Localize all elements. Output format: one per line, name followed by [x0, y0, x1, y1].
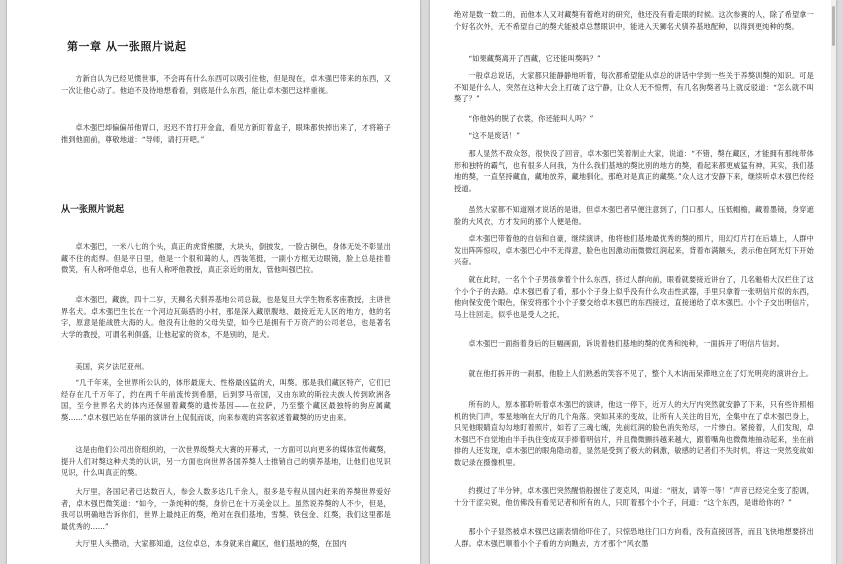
body-paragraph: 所有的人，原本都聆听着卓木强巴的演讲，他这一停下，近万人的大厅内突然就安静了下来，只有些许照相机的快门声，零星地响在大厅的几个角落。突如其来的变故，让所有人关注的目光，全集中在了卓木强巴身上，只见他眼睛直勾勾地盯着照片，如若了三魂七魄，先前红润的脸色消失殆尽，一片惨白。紧接着，人们发现，卓木强巴不自觉地由半手执住变成双手捧着明信片，并且微微颤抖越来越大，跟着嘴角也微微地抽动起来，坐在前排的人还发现，卓木强巴的眼角隐动着，显然是受到了极大的刺激，敏感的记者们不失时机，将这一突然变故如数记录在摄像机里。	[454, 400, 814, 467]
scrollbar-thumb[interactable]	[832, 6, 835, 46]
body-paragraph: 就在他打拆开的一刹那，他脸上人们熟悉的笑容不见了，整个人木讷而呆滞地立在了灯光明亮的演讲台上。	[468, 369, 814, 378]
body-paragraph: 绝对是数一数二的，而他本人又对藏獒有着绝对的研究，他还没有看走眼的时候。这次参赛的人，除了希望拿一个好名次外，无不希望自己的獒犬能被卓总慧眼识中，能进入天狮名犬驯养基地配种，以得到更纯种的獒。	[454, 10, 814, 31]
body-paragraph: 卓木强巴，藏族，四十二岁，天狮名犬驯养基地公司总裁，也是复旦大学生物系客座教授，主讲世界名犬。卓木强巴生长在一个河边瓦砾搭的小村，那是深入藏原腹地、最接近无人区的地方，他的名字，原意是能战胜大海的人。他没有让他的父母失望，如今已是拥有千万资产的公司老总，也是著名大学的教授，可谓名利俱盛，让他起家的资本，不是别的，是犬。	[61, 295, 391, 339]
body-paragraph: 大厅里，各国记者已达数百人，参会人数多达几千余人，很多是专程从国内赶来的养獒世界爱好者，卓木强巴微笑道：“如今，一条纯种的獒，身价已在十万美金以上。虽然说养獒的人不少，但是，我可以明确地告诉你们，世界上最纯正的獒，绝对在我们基地，雪獒、铁包金、红獒，我们这里都是最优秀的……”	[61, 487, 391, 531]
intro-paragraph: 方新自认为已经见惯世事，不会再有什么东西可以吸引住他，但是现在，卓木强巴带来的东西，又一次让他心动了。他迫不及待地想看看，到底是什么东西，能让卓木强巴这样重视。	[61, 74, 391, 95]
body-paragraph: 一般卓总说话，大家都只能静静地听着，每次都希望能从卓总的讲话中学到一些关于养獒训獒的知识。可是不知是什么人，突然在这种大会上打破了这宁静，让众人无不惊愕，有几名狗獒者马上就反驳道：“怎么就不叫獒了？”	[454, 71, 814, 104]
section-title: 从一张照片说起	[61, 205, 125, 215]
body-paragraph: 那小个子显然被卓木强巴这副表情给吓住了，只惊恐地往门口方向看，没有直接回答，而且飞快地想要挤出人群。卓木强巴顺着小个子看的方向瞧去，方才那个“风衣墨	[454, 527, 814, 548]
body-paragraph: 卓木强巴，一米八七的个头，真正的虎背熊腰，大块头，倒披发，一脸古铜色，身体无处不彰显出藏不住的彪悍。但是平日里，他是一个很和蔼的人，西装笔挺，一副小方框无边眼镜，脸上总是挂着微笑，有人称呼他卓总，也有人称呼他教授，真正亲近的朋友，管他叫强巴拉。	[61, 242, 391, 275]
body-paragraph: 这是由他们公司出资组织的，一次世界级獒犬大赛的开幕式，一方面可以向更多的媒体宣传藏獒，提升人们对獒这种犬类的认识，另一方面也向世界各国养獒人士推销自己的驯养基地，让他们也见识见识，什么叫真正的獒。	[61, 445, 391, 478]
body-paragraph: 约摸过了半分钟，卓木强巴突然醒悟般握住了麦克风，叫道：“朋友，请等一等！”声音已经完全变了腔调，十分干涩尖锐，他仿佛没有看见记者和所有的人，只盯着那个小个子，问道：“这个东西，是谁给你的？”	[454, 486, 814, 507]
body-paragraph: 那人显然不敌众怒，很快没了回音，卓木强巴笑着制止大家，说道：“不错，獒在藏区，才能拥有那纯带体形和独特的霸气，也有很多人问我，为什么我们基地的獒比别的地方的獒，看起来都更威猛有神，其实，我们基地的獒，一直坚持藏血，藏地放养，藏地驯化，那绝对是真正的藏獒。”众人这才安静下来，继续听卓木强巴传经授道。	[454, 149, 814, 193]
body-paragraph: 卓木强巴一面指着身后的巨幅画面，诉说着他们基地的獒的优秀和纯种，一面拆开了明信片信封。	[468, 339, 784, 348]
body-paragraph: “几千年来，全世界所公认的，体形最庞大、性格最凶猛的犬，叫獒。那是我们藏区特产，它们已经存在几千万年了，约在两千年前流传到希腊，后到罗马帝国，又由东欧的斯拉夫族人传到欧洲各国，至今世界名犬的体内还保留着藏獒的遗传基因——在拉萨，乃至整个藏区最独特的狗应属藏獒……”卓木强巴站在华丽的演讲台上侃侃而谈，向来参观的宾客叙述着藏獒的历史由来。	[61, 378, 391, 422]
body-paragraph: 虽然大家都不知道刚才说话的是谁，但卓木强巴者早便注意到了，门口那人，压低帽檐，藏着墨镜，身穿遮脸的大风衣，方才发问的那个人便是他。	[454, 205, 814, 226]
intro-paragraph: 卓木强巴却偏偏吊他胃口，迟迟不肯打开金盒，看见方新盯着盒子，眼珠都快掉出来了，才将箱子推到他面前，尊敬地道：“导师，请打开吧。”	[61, 123, 391, 144]
body-paragraph: 就在此时，一名个个子男孩拿着个什么东西，挤过人群向前，眼看就要接近讲台了，几名魁梧大汉拦住了这个小个子的去路。卓木强巴看了看，那小个子身上似乎没有什么攻击性武器，手里只拿着一张明信片似的东西，他向保安使个眼色，保安将那个小个子要交给卓木强巴的东西接过，直接递给了卓木强巴。小个子交出明信片，马上往回走，似乎也是受人之托。	[454, 275, 814, 319]
body-paragraph: 卓木强巴带着他的自信和自豪，继续演讲，他将他们基地最优秀的獒的照片，用幻灯片打在后墙上，人群中发出阵阵惊叹，卓木强巴心中不无得意，脸色也因激动而微微红润起来，背着布满额头，表示他在阿光灯下开始兴奋。	[454, 234, 814, 267]
body-paragraph: “如果藏獒离开了西藏，它还能叫獒吗？”	[468, 54, 601, 63]
body-paragraph: 美国，宾夕法尼亚州。	[75, 362, 149, 371]
body-paragraph: “这不是废话！”	[468, 131, 521, 140]
body-paragraph: 大厅里人头攒动，大家都知道，这位卓总，本身就来自藏区，他们基地的獒，在国内	[75, 539, 347, 548]
scrollbar[interactable]	[831, 0, 836, 564]
chapter-title: 第一章 从一张照片说起	[67, 40, 187, 53]
left-page	[7, 0, 420, 564]
body-paragraph: “你他妈的脱了衣裳，你还能叫人吗？”	[468, 114, 594, 123]
right-page	[430, 0, 836, 564]
